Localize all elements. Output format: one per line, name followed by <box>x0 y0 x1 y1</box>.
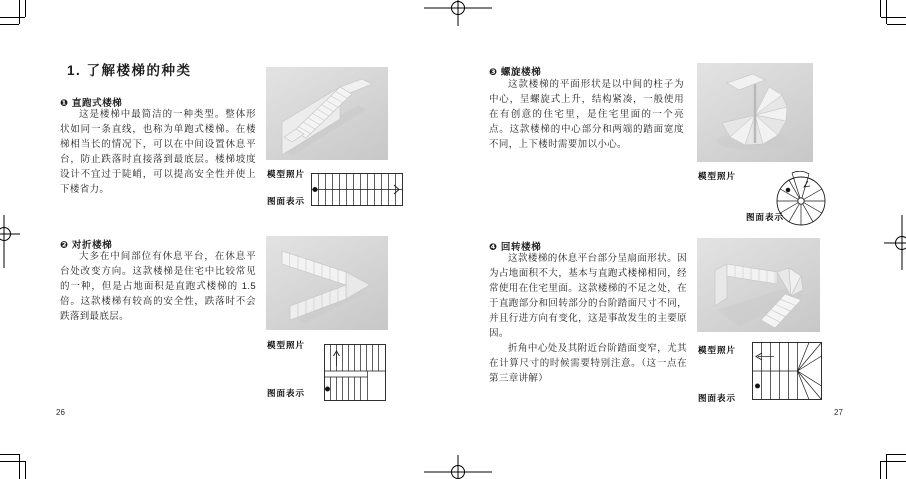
section-body-straight-stair: 这是楼梯中最简洁的一种类型。整体形状如同一条直线，也称为单跑式楼梯。在楼梯相当长的情况下，可以在中间设置休息平台，防止跌落时直接落到最底层。楼梯坡度设计不宜过于陡峭，可以提高安全性并使上下楼省力。 <box>60 109 256 195</box>
dogleg-stair-model-photo <box>266 236 388 330</box>
registration-mark-bottom <box>424 451 492 479</box>
model-photo-label: 模型照片 <box>698 345 737 355</box>
winder-stair-plan-diagram <box>752 342 822 400</box>
section-title: 回转楼梯 <box>500 242 542 253</box>
section-body-dogleg-stair: 大多在中间部位有休息平台，在休息平台处改变方向。这款楼梯是住宅中比较常见的一种，但是占地面积是直跑式楼梯的 1.5 倍。这款楼梯有较高的安全性，跌落时不会跌落到最底层。 <box>60 251 256 322</box>
walk-line-start-dot <box>786 188 790 192</box>
diagram-label: 图面表示 <box>746 212 785 222</box>
straight-stair-model-photo <box>266 67 388 160</box>
walk-line-arrow <box>804 181 810 187</box>
winder-stair-model-photo <box>697 238 820 332</box>
section-marker: ❸ <box>489 67 498 78</box>
page-title: 1. 了解楼梯的种类 <box>67 63 192 78</box>
walk-line-start-dot <box>756 384 760 388</box>
page-number-right: 27 <box>834 408 843 417</box>
registration-mark-right <box>884 208 906 272</box>
straight-stair-plan-diagram <box>311 173 403 206</box>
section-body-winder-stair: 这款楼梯的休息平台部分呈扇面形状。因为占地面积不大，基本与直跑式楼梯相同，经常使用在住宅里面。这款楼梯的不足之处，在于直跑部分和回转部分的台阶踏面尺寸不同，并且行进方向有变化，这是事故发生的主要原因。 折角中心处及其附近台阶踏面变窄，尤其在计算尺寸的时候需要特别注意。（这一点在第三章讲解） <box>489 253 687 384</box>
diagram-label: 图面表示 <box>267 388 306 398</box>
walk-line-start-dot <box>313 188 317 192</box>
center-pole <box>798 198 804 204</box>
model-photo-label: 模型照片 <box>267 169 306 179</box>
registration-mark-left <box>0 208 22 272</box>
section-body-spiral-stair: 这款楼梯的平面形状是以中间的柱子为中心，呈螺旋式上升，结构紧凑，一般使用在有创意的住宅里，是住宅里面的一个亮点。这款楼梯的中心部分和两端的踏面宽度不同，上下楼时需要加以小心。 <box>489 79 684 150</box>
model-photo-label: 模型照片 <box>267 340 306 350</box>
section-marker: ❷ <box>60 240 69 251</box>
spiral-stair-model-photo <box>697 63 813 162</box>
section-marker: ❶ <box>60 98 69 109</box>
model-photo-label: 模型照片 <box>698 171 737 181</box>
page-number-left: 26 <box>56 408 65 417</box>
diagram-label: 图面表示 <box>267 196 306 206</box>
section-heading-spiral-stair <box>489 64 541 78</box>
section-marker: ❹ <box>489 242 498 253</box>
section-title: 直跑式楼梯 <box>71 98 123 109</box>
dogleg-stair-plan-diagram <box>324 344 386 401</box>
diagram-label: 图面表示 <box>698 393 737 403</box>
walk-line-start-dot <box>326 387 330 391</box>
section-title: 对折楼梯 <box>71 240 113 251</box>
registration-mark-top <box>424 0 492 28</box>
section-title: 螺旋楼梯 <box>500 67 542 78</box>
